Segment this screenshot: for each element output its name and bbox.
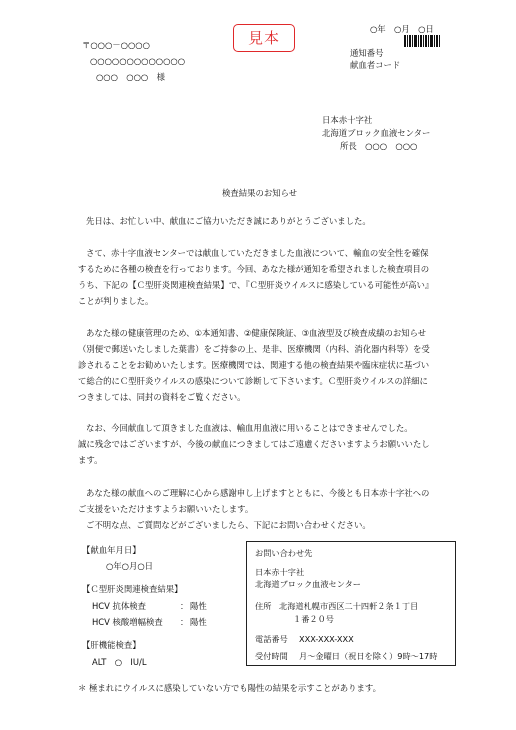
text-line: ます。 bbox=[78, 455, 103, 465]
text-line: 誠に残念ではございますが、今後の献血につきましてはご遠慮くださいますようお願いいたし bbox=[78, 439, 430, 449]
contact-hours: 月～金曜日（祝日を除く）9時～17時 bbox=[299, 651, 438, 661]
paragraph-blood-use bbox=[78, 420, 458, 468]
sender-director: 所長 ○○○ ○○○ bbox=[340, 141, 418, 151]
text-line: あなた様の献血へのご理解に心から感謝申し上げますとともに、今後とも日本赤十字社への bbox=[86, 488, 430, 498]
paragraph-thanks bbox=[78, 213, 458, 229]
contact-phone: XXX-XXX-XXX bbox=[299, 634, 354, 644]
barcode-image bbox=[404, 35, 440, 47]
text-line: （別便で郵送いたしました葉書）をご持参の上、是非、医療機関（内科、消化器内科等）を受 bbox=[78, 344, 430, 354]
contact-heading: お問い合わせ先 bbox=[255, 548, 313, 558]
text-line: なお、今回献血して頂きました血液は、輸血用血液に用いることはできませんでした。 bbox=[86, 423, 413, 433]
sender-org: 日本赤十字社 bbox=[322, 115, 373, 125]
text-line: あなた様の健康管理のため、①本通知書、②健康保険証、③血液型及び検査成績のお知らせ bbox=[86, 328, 427, 338]
paragraph-closing bbox=[78, 485, 458, 533]
text-line: ご支援をいただけますようお願いいたします。 bbox=[78, 504, 254, 514]
paragraph-recommendation bbox=[78, 325, 458, 405]
recipient-address: ○○○○○○○○○○○○○ bbox=[90, 56, 185, 66]
sender-center: 北海道ブロック血液センター bbox=[322, 128, 431, 138]
contact-address-line2: １番２０号 bbox=[293, 614, 334, 624]
alt-value: ALT ○ IU/L bbox=[92, 657, 147, 667]
text-line: つきましては、同封の資料をご覧ください。 bbox=[78, 392, 246, 402]
hcv-antibody-value: 陽性 bbox=[190, 601, 207, 611]
liver-heading: 【肝機能検査】 bbox=[82, 640, 141, 650]
hcv-nat-label: HCV 核酸増幅検査 bbox=[92, 617, 163, 627]
footnote: ＊ 極まれにウイルスに感染していない方でも陽性の結果を示すことがあります。 bbox=[78, 683, 381, 693]
sample-stamp: 見本 bbox=[233, 24, 295, 52]
donor-code-label: 献血者コード bbox=[350, 60, 401, 70]
contact-box bbox=[246, 541, 456, 666]
issue-date: ○年 ○月 ○日 bbox=[370, 24, 434, 34]
donation-date-heading: 【献血年月日】 bbox=[82, 545, 141, 555]
contact-center: 北海道ブロック血液センター bbox=[255, 579, 361, 589]
text-line: ことが判りました。 bbox=[78, 296, 154, 306]
text-line: うち、下記の【Ｃ型肝炎関連検査結果】で、『Ｃ型肝炎ウイルスに感染している可能性が高い』 bbox=[78, 280, 434, 290]
text-line: さて、赤十字血液センターでは献血していただきました血液について、輸血の安全性を確保 bbox=[86, 248, 429, 258]
donation-date-value: ○年○月○日 bbox=[106, 561, 154, 571]
notice-number-label: 通知番号 bbox=[350, 48, 384, 58]
postal-code: 〒○○○－○○○○ bbox=[82, 40, 150, 50]
contact-address-line1: 北海道札幌市西区二十四軒２条１丁目 bbox=[279, 601, 419, 611]
contact-address-label: 住所 bbox=[255, 601, 272, 611]
paragraph-result bbox=[78, 245, 458, 309]
hcv-nat-colon: ： bbox=[180, 617, 189, 627]
contact-org: 日本赤十字社 bbox=[255, 567, 305, 577]
hcv-heading: 【Ｃ型肝炎関連検査結果】 bbox=[82, 584, 183, 594]
recipient-name: ○○○ ○○○ 様 bbox=[96, 72, 165, 82]
letter-title: 検査結果のお知らせ bbox=[222, 188, 298, 198]
contact-hours-label: 受付時間 bbox=[255, 651, 288, 661]
contact-phone-label: 電話番号 bbox=[255, 634, 288, 644]
text-line: 診されることをお勧めいたします。医療機関では、関連する他の検査結果や臨床症状に基づい bbox=[78, 360, 430, 370]
hcv-antibody-label: HCV 抗体検査 bbox=[92, 601, 147, 611]
text-line: 先日は、お忙しい中、献血にご協力いただき誠にありがとうございました。 bbox=[86, 216, 371, 226]
hcv-antibody-colon: ： bbox=[180, 601, 189, 611]
text-line: するために各種の検査を行っております。今回、あなた様が通知を希望されました検査項目の bbox=[78, 264, 430, 274]
hcv-nat-value: 陽性 bbox=[190, 617, 207, 627]
text-line: ご不明な点、ご質問などがございましたら、下記にお問い合わせください。 bbox=[86, 520, 371, 530]
text-line: て総合的にＣ型肝炎ウイルスの感染について診断して下さいます。Ｃ型肝炎ウイルスの詳細に bbox=[78, 376, 428, 386]
